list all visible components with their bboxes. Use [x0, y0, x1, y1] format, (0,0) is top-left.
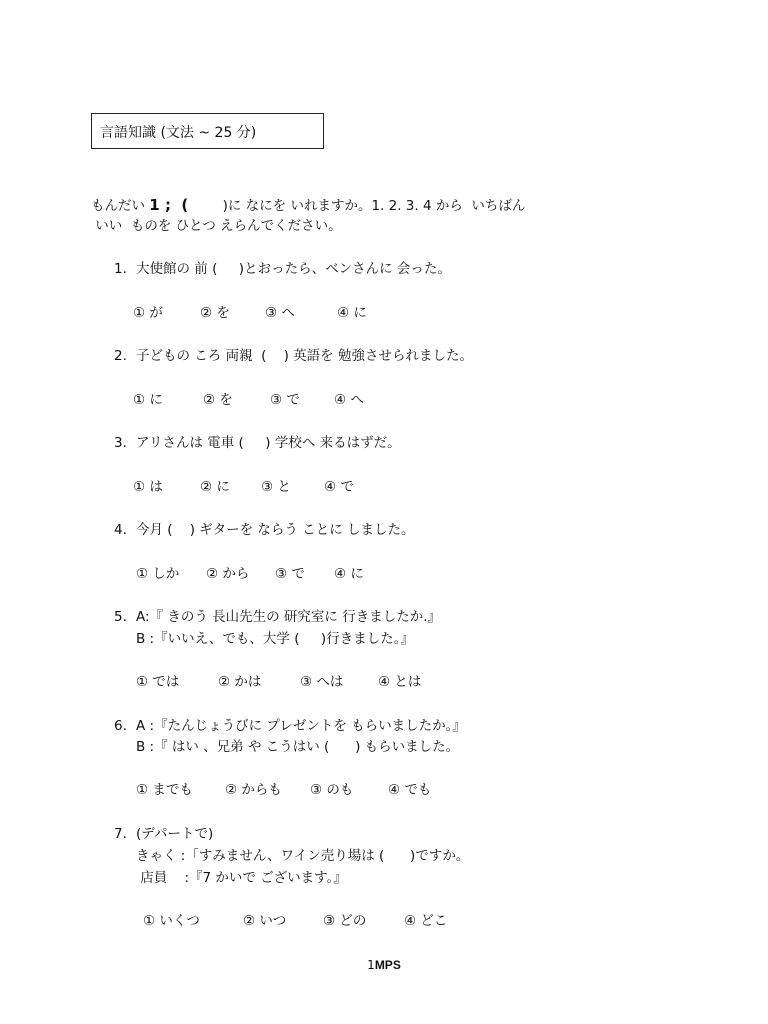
answer-choice[interactable]: ② から	[206, 566, 250, 582]
answer-choice[interactable]: ④ に	[334, 566, 364, 582]
question-number: 2.	[114, 348, 127, 364]
question-text: 今月 ( ) ギターを ならう ことに しました。	[136, 522, 415, 538]
question-text: きゃく :「すみません、ワイン売り場は ( )ですか。	[136, 848, 470, 864]
section-title: 言語知識 (文法 ~ 25 分)	[100, 125, 257, 141]
answer-choice[interactable]: ③ で	[275, 566, 305, 582]
footer-label: MPS	[374, 958, 401, 972]
answer-choice[interactable]: ① に	[133, 392, 163, 408]
answer-choice[interactable]: ① が	[133, 305, 163, 321]
page-number: 1	[367, 958, 375, 972]
question-context: (デパートで)	[136, 826, 214, 842]
answer-choice[interactable]: ③ へは	[300, 674, 344, 690]
instruction-number: 1 ; (	[149, 196, 189, 214]
instruction-rest: )に なにを いれますか。1. 2. 3. 4 から いちばん	[188, 198, 526, 214]
answer-choice[interactable]: ① までも	[136, 782, 193, 798]
question-text: B :『 はい 、兄弟 や こうはい ( ) もらいました。	[136, 739, 460, 755]
instruction-prefix: もんだい	[91, 198, 150, 214]
answer-choice[interactable]: ③ へ	[265, 305, 295, 321]
answer-choice[interactable]: ① しか	[136, 566, 180, 582]
answer-choice[interactable]: ② を	[203, 392, 233, 408]
question-text: アリさんは 電車 ( ) 学校へ 来るはずだ。	[136, 435, 401, 451]
answer-choice[interactable]: ① いくつ	[143, 913, 200, 929]
question-number: 1.	[114, 261, 127, 277]
answer-choice[interactable]: ③ と	[261, 479, 291, 495]
answer-choice[interactable]: ② いつ	[243, 913, 287, 929]
answer-choice[interactable]: ④ でも	[388, 782, 432, 798]
question-number: 4.	[114, 522, 127, 538]
question-text: A:『 きのう 長山先生の 研究室に 行きましたか.』	[136, 609, 442, 625]
question-text: 子どもの ころ 両親 ( ) 英語を 勉強させられました。	[136, 348, 473, 364]
answer-choice[interactable]: ③ どの	[323, 913, 367, 929]
question-number: 3.	[114, 435, 127, 451]
question-number: 6.	[114, 718, 127, 734]
answer-choice[interactable]: ③ のも	[310, 782, 354, 798]
question-text: A :『たんじょうびに プレゼントを もらいましたか。』	[136, 718, 466, 734]
answer-choice[interactable]: ④ に	[337, 305, 367, 321]
answer-choice[interactable]: ① は	[133, 479, 163, 495]
question-number: 7.	[114, 826, 127, 842]
section-title-box	[91, 113, 324, 149]
answer-choice[interactable]: ① では	[136, 674, 180, 690]
answer-choice[interactable]: ② に	[200, 479, 230, 495]
answer-choice[interactable]: ② からも	[225, 782, 282, 798]
question-number: 5.	[114, 609, 127, 625]
question-text: 大使館の 前 ( )とおったら、ベンさんに 会った。	[136, 261, 451, 277]
instruction-line-2: いい ものを ひとつ えらんでください。	[91, 218, 342, 234]
instruction-line-1	[91, 196, 525, 215]
question-text: 店員 :『7 かいで ございます。』	[136, 870, 347, 886]
answer-choice[interactable]: ④ へ	[334, 392, 364, 408]
answer-choice[interactable]: ④ どこ	[404, 913, 448, 929]
answer-choice[interactable]: ④ で	[324, 479, 354, 495]
answer-choice[interactable]: ④ とは	[378, 674, 422, 690]
answer-choice[interactable]: ② を	[200, 305, 230, 321]
question-text: B :『いいえ、でも、大学 ( )行きました。』	[136, 631, 414, 647]
page-footer	[0, 958, 768, 972]
answer-choice[interactable]: ③ で	[270, 392, 300, 408]
answer-choice[interactable]: ② かは	[218, 674, 262, 690]
